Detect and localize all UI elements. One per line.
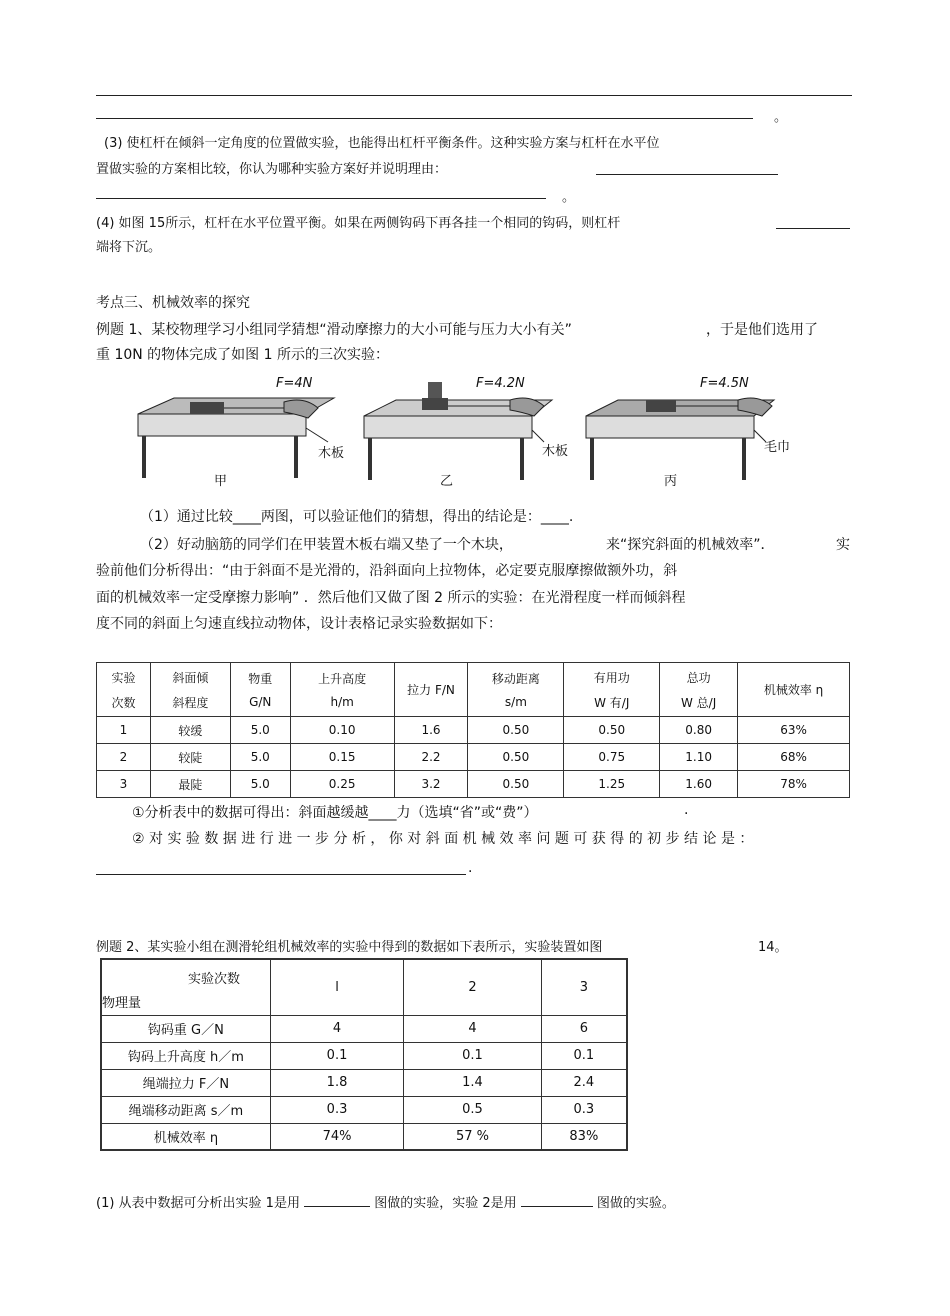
question-2-line3: 面的机械效率一定受摩擦力影响” ．然后他们又做了图 2 所示的实验：在光滑程度一样而倾斜程	[96, 590, 686, 606]
header-cell: 上升高度 h/m	[290, 663, 394, 717]
period: 。	[774, 110, 788, 125]
surface-label: 毛巾	[764, 440, 791, 455]
example2-figref: 14。	[758, 940, 788, 955]
example2-line: 例题 2、某实验小组在测滑轮组机械效率的实验中得到的数据如下表所示，实验装置如图	[96, 940, 603, 955]
example1-line1b: ，于是他们选用了	[706, 322, 818, 338]
question-1: （1）通过比较____两图，可以验证他们的猜想，得出的结论是：____.	[140, 509, 574, 525]
example1-line1a: 例题 1、某校物理学习小组同学猜想“滑动摩擦力的大小可能与压力大小有关”	[96, 322, 572, 338]
column-header: 3	[541, 959, 627, 1015]
table-row: 绳端移动距离 s／m 0.3 0.5 0.3	[101, 1096, 627, 1123]
example1-line2: 重 10N 的物体完成了如图 1 所示的三次实验：	[96, 347, 389, 363]
question-2-line1b: 来“探究斜面的机械效率”．	[606, 537, 775, 553]
analysis-1: ①分析表中的数据可得出：斜面越缓越____力（选填“省”或“费”）	[132, 805, 538, 821]
header-cell: 总功 W 总/J	[660, 663, 738, 717]
table-row: 钩码上升高度 h／m 0.1 0.1 0.1	[101, 1042, 627, 1069]
header-cell: 物重 G/N	[230, 663, 290, 717]
header-cell: 斜面倾 斜程度	[150, 663, 230, 717]
q3-line2: 置做实验的方案相比较，你认为哪种实验方案好并说明理由：	[96, 162, 448, 177]
answer-line	[96, 198, 546, 199]
pulley-efficiency-table	[100, 958, 628, 1151]
question-2-line1c: 实	[836, 537, 850, 553]
q4-line1: (4) 如图 15所示，杠杆在水平位置平衡。如果在两侧钩码下再各挂一个相同的钩码，则杠杆	[96, 216, 621, 231]
question-2-line1a: （2）好动脑筋的同学们在甲装置木板右端又垫了一个木块，	[140, 537, 513, 553]
panel-jia	[138, 398, 334, 478]
surface-label: 木板	[318, 446, 345, 461]
period: 。	[562, 190, 576, 205]
table-row: 绳端拉力 F／N 1.8 1.4 2.4	[101, 1069, 627, 1096]
answer-line	[96, 874, 466, 875]
force-label: F=4N	[276, 376, 313, 391]
header-cell: 实验 次数	[97, 663, 151, 717]
final-question: (1) 从表中数据可分析出实验 1是用 图做的实验，实验 2是用 图做的实验。	[96, 1196, 675, 1211]
answer-line	[776, 228, 850, 229]
answer-line	[96, 118, 753, 119]
table-row: 钩码重 G／N 4 4 6	[101, 1015, 627, 1042]
incline-efficiency-table	[96, 662, 850, 798]
column-header: 2	[404, 959, 541, 1015]
force-label: F=4.5N	[700, 376, 749, 391]
question-2-line2: 验前他们分析得出：“由于斜面不是光滑的，沿斜面向上拉物体，必定要克服摩擦做额外功，斜	[96, 563, 678, 579]
corner-cell: 实验次数 物理量	[101, 959, 270, 1015]
header-cell: 移动距离 s/m	[468, 663, 564, 717]
analysis-1-end: .	[684, 802, 689, 818]
panel-bing	[586, 398, 774, 480]
header-cell: 拉力 F/N	[394, 663, 468, 717]
section-heading: 考点三、机械效率的探究	[96, 295, 250, 311]
table-row: 机械效率 η 74% 57 % 83%	[101, 1123, 627, 1150]
panel-label: 丙	[664, 474, 678, 489]
answer-line	[596, 174, 778, 175]
table-row: 2 较陡 5.0 0.15 2.2 0.50 0.75 1.10 68%	[97, 744, 850, 771]
q4-line2: 端将下沉。	[96, 240, 162, 255]
analysis-2: ② 对 实 验 数 据 进 行 进 一 步 分 析 ， 你 对 斜 面 机 械 效 率 问 题 可 获 得 的 初 步 结 论 是 ：	[132, 831, 754, 847]
answer-line	[96, 95, 852, 96]
answer-blank	[521, 1206, 593, 1207]
header-cell: 有用功 W 有/J	[564, 663, 660, 717]
answer-blank	[304, 1206, 370, 1207]
force-label: F=4.2N	[476, 376, 525, 391]
table-row: 1 较缓 5.0 0.10 1.6 0.50 0.50 0.80 63%	[97, 717, 850, 744]
q3-line1: (3) 使杠杆在倾斜一定角度的位置做实验，也能得出杠杆平衡条件。这种实验方案与杠杆在水平位	[104, 136, 660, 151]
panel-label: 乙	[440, 474, 454, 489]
panel-yi	[364, 382, 552, 480]
friction-experiment-figure	[134, 370, 806, 494]
header-cell: 机械效率 η	[738, 663, 850, 717]
table-row: 3 最陡 5.0 0.25 3.2 0.50 1.25 1.60 78%	[97, 771, 850, 798]
panel-label: 甲	[214, 474, 228, 489]
question-2-line4: 度不同的斜面上匀速直线拉动物体，设计表格记录实验数据如下：	[96, 616, 502, 632]
analysis-2-end: .	[468, 860, 473, 876]
surface-label: 木板	[542, 444, 569, 459]
column-header: l	[270, 959, 404, 1015]
